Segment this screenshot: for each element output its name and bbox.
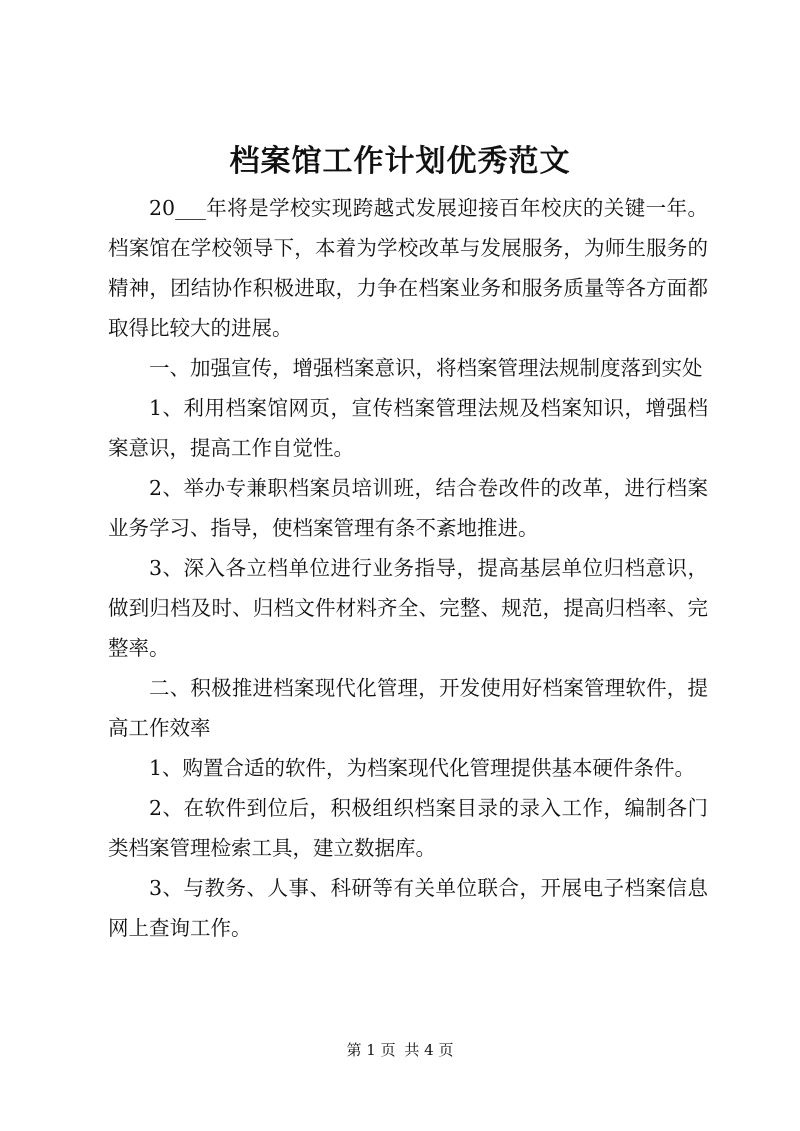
document-title: 档案馆工作计划优秀范文 xyxy=(229,144,571,179)
section-heading-2: 二、积极推进档案现代化管理，开发使用好档案管理软件，提高工作效率 xyxy=(108,676,708,740)
paragraph-1-1: 1、利用档案馆网页，宣传档案管理法规及档案知识，增强档案意识，提高工作自觉性。 xyxy=(108,396,708,460)
page-footer xyxy=(0,1040,800,1060)
document-body xyxy=(108,188,708,948)
paragraph-1-3: 3、深入各立档单位进行业务指导，提高基层单位归档意识，做到归档及时、归档文件材料齐全、完整、规范，提高归档率、完整率。 xyxy=(108,556,708,660)
paragraph-2-2: 2、在软件到位后，积极组织档案目录的录入工作，编制各门类档案管理检索工具，建立数据库。 xyxy=(108,796,708,860)
paragraph-2-3: 3、与教务、人事、科研等有关单位联合，开展电子档案信息网上查询工作。 xyxy=(108,876,708,940)
paragraph-2-1: 1、购置合适的软件，为档案现代化管理提供基本硬件条件。 xyxy=(149,756,696,780)
paragraph-intro: 20___年将是学校实现跨越式发展迎接百年校庆的关键一年。档案馆在学校领导下，本着为学校改革与发展服务，为师生服务的精神，团结协作积极进取，力争在档案业务和服务质量等各方面都取得比较大的进展。 xyxy=(108,196,708,340)
section-heading-1: 一、加强宣传，增强档案意识，将档案管理法规制度落到实处 xyxy=(149,356,703,380)
paragraph-1-2: 2、举办专兼职档案员培训班，结合卷改件的改革，进行档案业务学习、指导，使档案管理有条不紊地推进。 xyxy=(108,476,708,540)
page-number: 第 1 页 xyxy=(346,1041,396,1059)
page-total: 共 4 页 xyxy=(404,1041,454,1059)
